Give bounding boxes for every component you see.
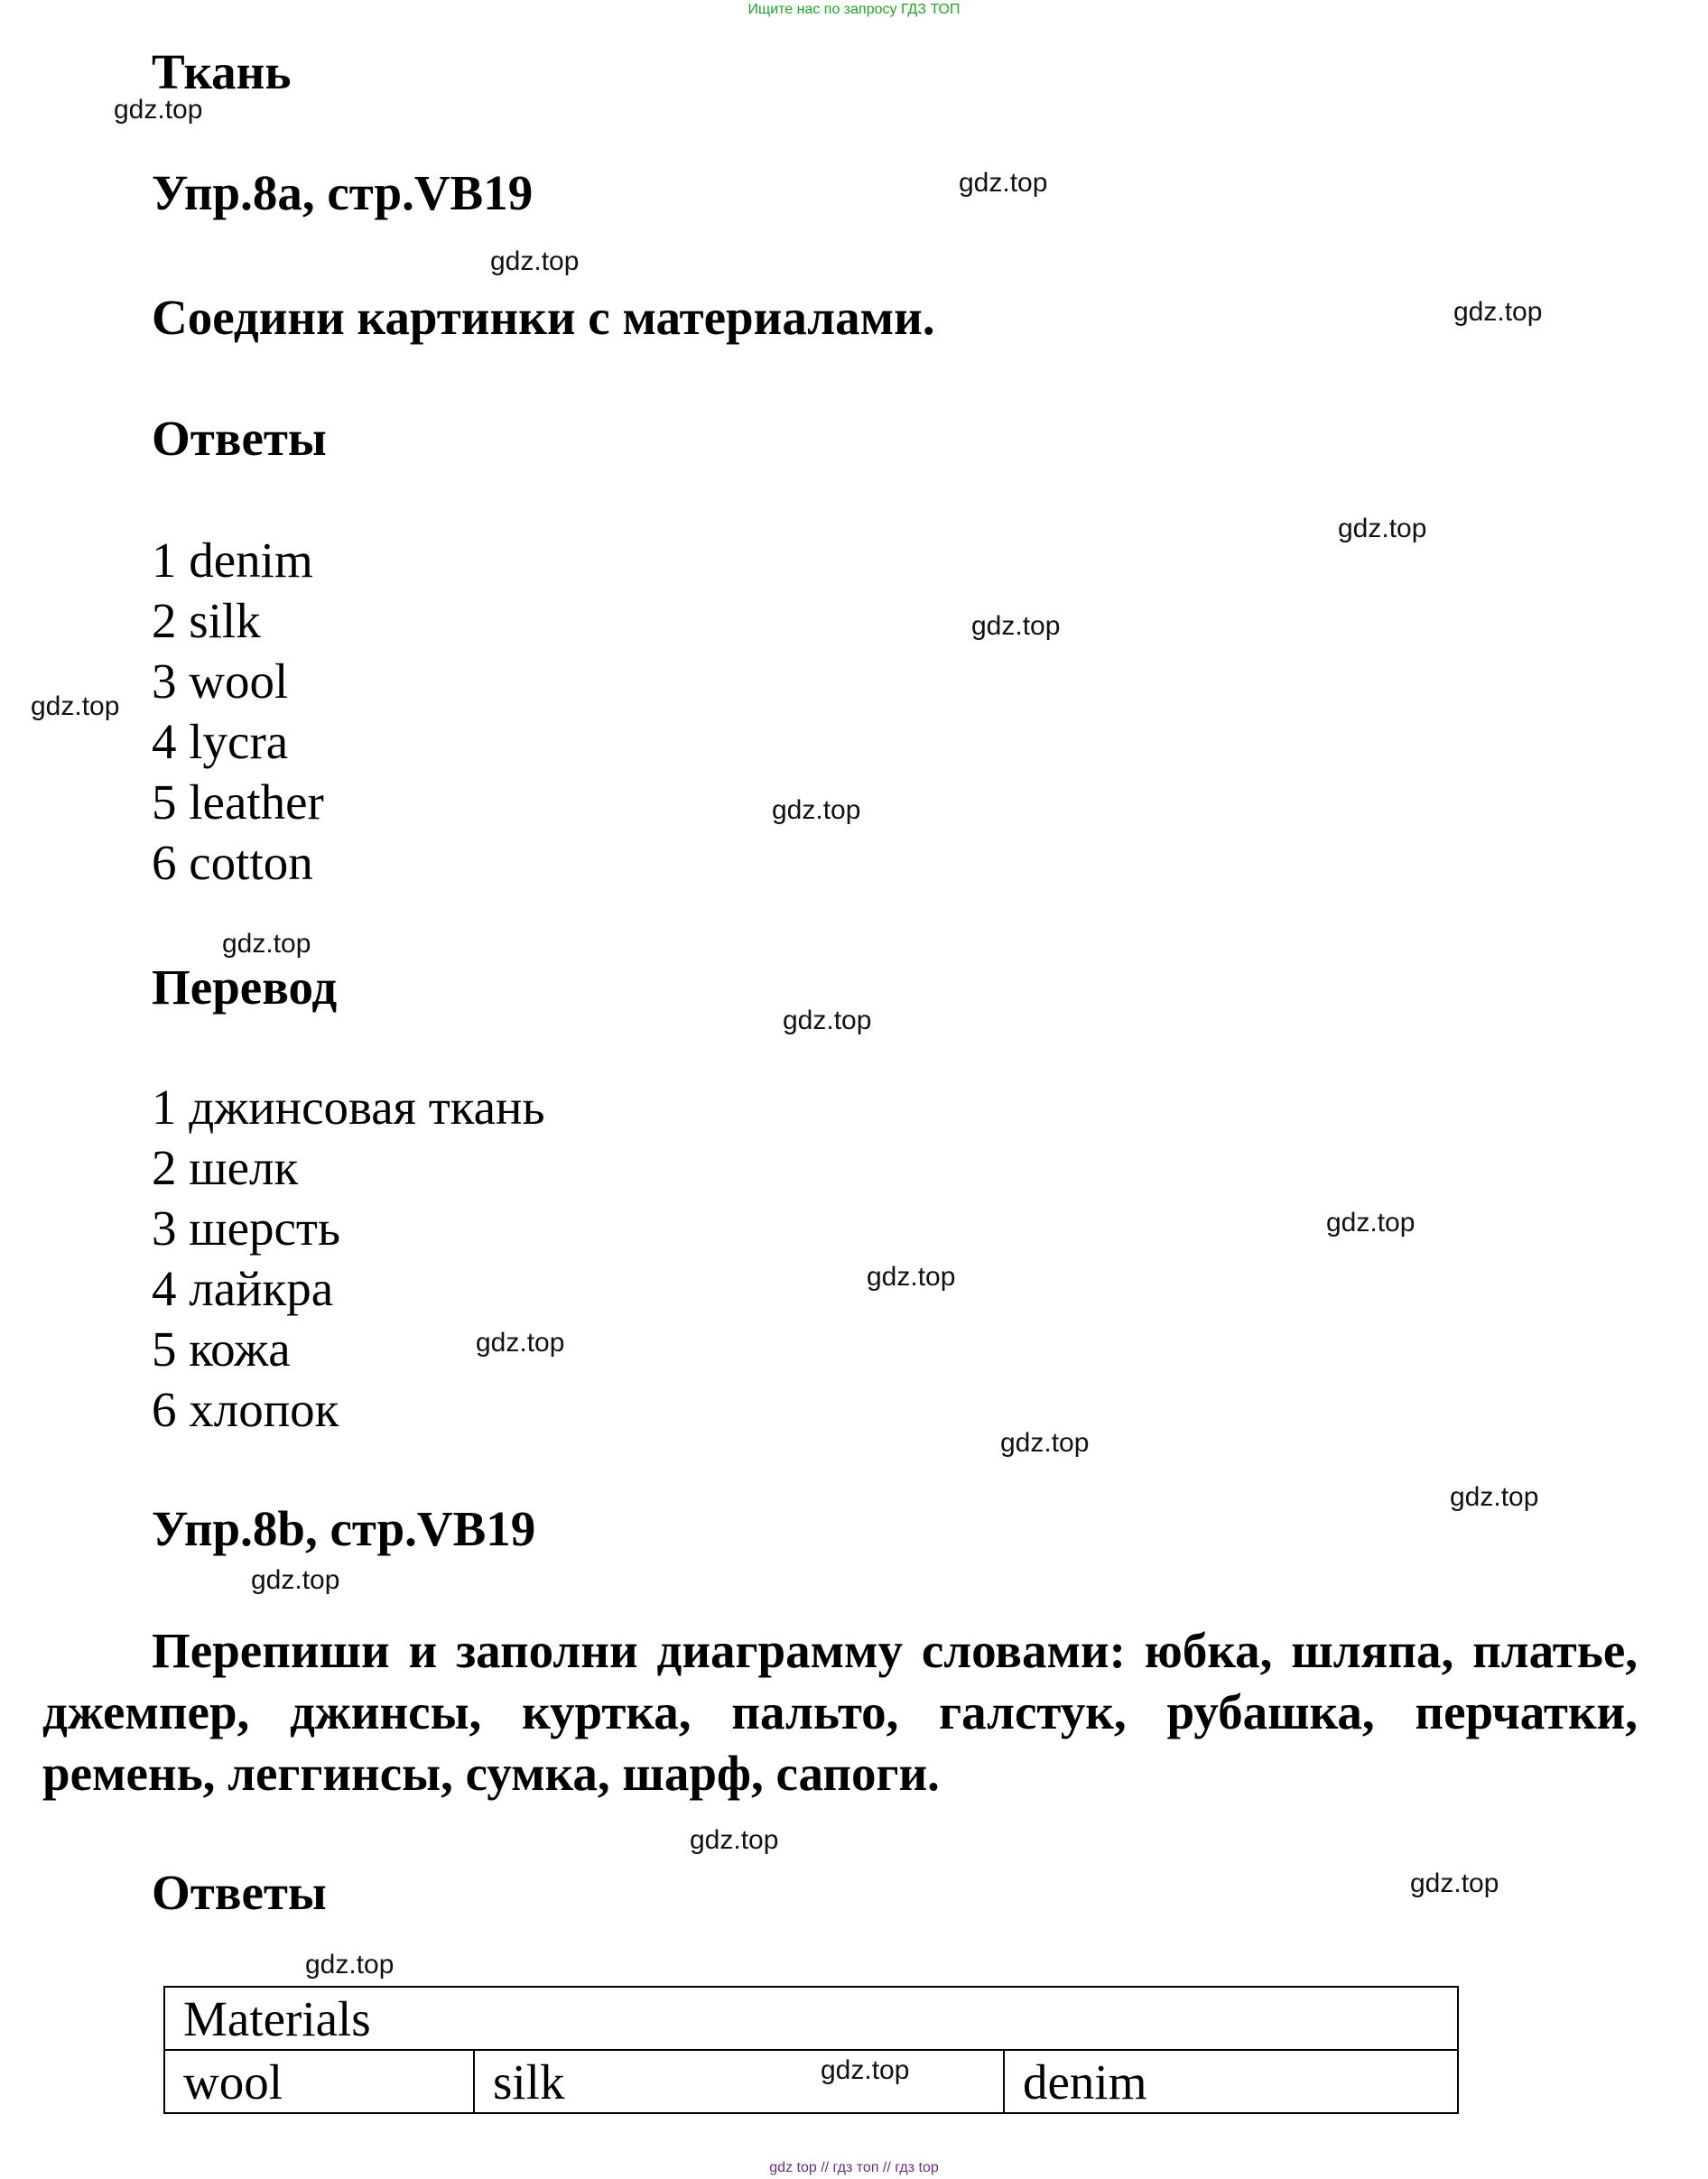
exercise-8b-title: Упр.8b, стр.VB19 xyxy=(152,1501,536,1556)
watermark: gdz.top xyxy=(114,95,203,125)
footer-links[interactable]: gdz top // гдз топ // гдз top xyxy=(769,2160,939,2175)
list-item: 5 leather xyxy=(152,774,324,830)
list-item: 5 кожа xyxy=(152,1321,291,1377)
watermark: gdz.top xyxy=(772,795,861,825)
materials-table xyxy=(163,1986,1459,2114)
table-cell: silk xyxy=(474,2050,1004,2113)
list-item: 3 шерсть xyxy=(152,1201,341,1256)
materials-table-header: Materials xyxy=(164,1987,1458,2050)
exercise-8b-instruction: Перепиши и заполни диаграмму словами: юбка, шляпа, платье, джемпер, джинсы, куртка, пальто, галстук, рубашка, перчатки, ремень, леггинсы, сумка, шарф, сапоги. xyxy=(42,1623,1638,1801)
list-item: 1 denim xyxy=(152,533,313,588)
exercise-8a-instruction: Соедини картинки с материалами. xyxy=(152,290,935,345)
watermark: gdz.top xyxy=(490,246,580,276)
list-item: 6 cotton xyxy=(152,835,313,890)
search-hint-link[interactable]: Ищите нас по запросу ГДЗ ТОП xyxy=(747,2,961,17)
answers-heading: Ответы xyxy=(152,411,327,466)
list-item: 6 хлопок xyxy=(152,1382,339,1437)
list-item: 3 wool xyxy=(152,654,289,709)
exercise-8a-title: Упр.8a, стр.VB19 xyxy=(152,165,534,220)
watermark: gdz.top xyxy=(305,1950,395,1980)
list-item: 4 лайкра xyxy=(152,1261,334,1316)
list-item: 2 шелк xyxy=(152,1140,299,1195)
watermark: gdz.top xyxy=(1453,297,1543,327)
topic-title: Ткань xyxy=(152,44,292,99)
table-cell: denim xyxy=(1004,2050,1458,2113)
answers-heading-8b: Ответы xyxy=(152,1865,327,1920)
watermark: gdz.top xyxy=(251,1565,340,1595)
watermark: gdz.top xyxy=(1326,1208,1416,1238)
watermark: gdz.top xyxy=(476,1328,565,1358)
watermark: gdz.top xyxy=(867,1262,956,1292)
list-item: 2 silk xyxy=(152,593,261,648)
list-item: 4 lycra xyxy=(152,714,289,769)
watermark: gdz.top xyxy=(1338,514,1427,543)
translation-heading: Перевод xyxy=(152,960,338,1015)
watermark: gdz.top xyxy=(821,2055,910,2085)
watermark: gdz.top xyxy=(959,168,1048,198)
watermark: gdz.top xyxy=(1000,1428,1090,1458)
table-cell: wool xyxy=(164,2050,474,2113)
watermark: gdz.top xyxy=(222,929,311,959)
watermark: gdz.top xyxy=(1450,1482,1539,1512)
watermark: gdz.top xyxy=(690,1825,779,1855)
list-item: 1 джинсовая ткань xyxy=(152,1080,545,1135)
watermark: gdz.top xyxy=(971,611,1061,641)
watermark: gdz.top xyxy=(31,691,120,721)
watermark: gdz.top xyxy=(1410,1868,1499,1898)
watermark: gdz.top xyxy=(783,1006,872,1035)
